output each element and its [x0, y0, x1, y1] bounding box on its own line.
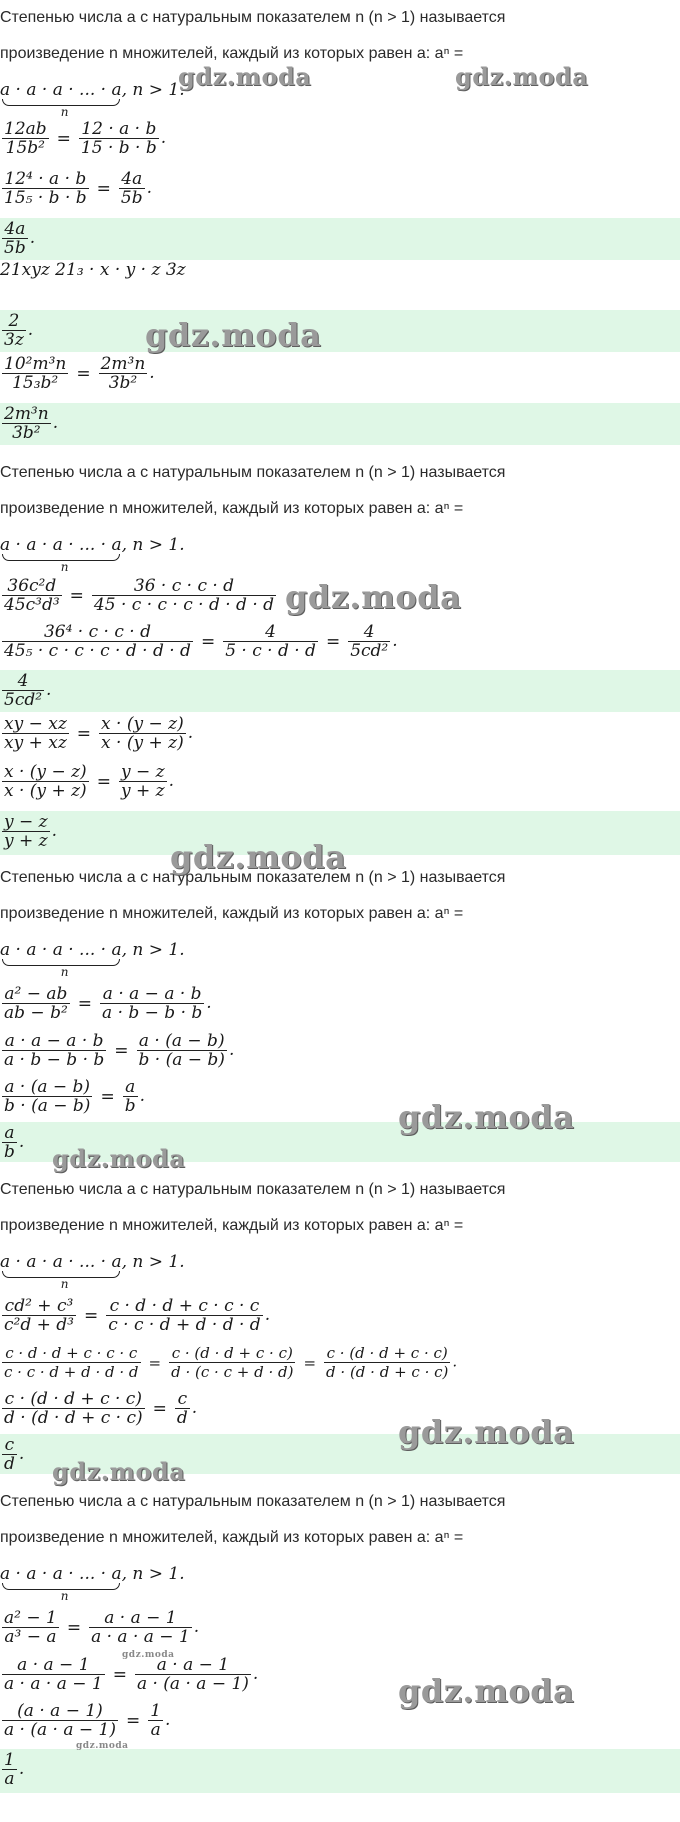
watermark: gdz.moda [398, 1672, 575, 1710]
definition-product: a · a · a · ... · a n , n > 1. [0, 80, 185, 119]
product-brace: a · a · a · ... · a n [0, 80, 122, 119]
watermark: gdz.moda [398, 1098, 575, 1136]
definition-line-2: произведение n множителей, каждый из которых равен a: aⁿ = [0, 905, 464, 922]
answer-band-1: $\frac{4a}{5b}$ . [0, 218, 680, 260]
answer-band-4: $\frac{4}{\text{5cd²}}$ . [0, 670, 680, 712]
watermark: gdz.moda [170, 838, 347, 876]
solution-block-2 [0, 260, 680, 360]
product-brace: a · a · a · ... · a n [0, 1564, 122, 1603]
definition-product: a · a · a · ... · a n , n > 1. [0, 940, 185, 979]
watermark: gdz.moda [52, 1144, 186, 1173]
definition-line-1: Степенью числа a с натуральным показателем n (n > 1) называется [0, 464, 506, 481]
solution-block-7 [0, 1172, 680, 1477]
step-5-1: $\frac{xy - xz}{xy + xz}$ = $\frac{x \cdot (y - z)}{x \cdot (y + z)}$ . [4, 714, 194, 753]
product-brace: a · a · a · ... · a n [0, 1252, 122, 1291]
solution-block-6 [0, 860, 680, 1165]
definition-line-1: Степенью числа a с натуральным показателем n (n > 1) называется [0, 869, 506, 886]
answer-band-8: $\frac{1}{a}$ . [0, 1749, 680, 1793]
watermark: gdz.moda [122, 1650, 175, 1660]
definition-line-2: произведение n множителей, каждый из которых равен a: aⁿ = [0, 45, 464, 62]
step-3-1: $\frac{\text{10²m³n}}{\text{15₃b²}}$ = $\frac{\text{2m³n}}{\text{3b²}}$ . [4, 354, 155, 393]
solution-block-8 [0, 1484, 680, 1814]
solution-block-1 [0, 0, 680, 270]
step-7-1: $\frac{\text{cd² + c³}}{\text{c²d + d³}}$ = $\frac{c \cdot d \cdot d + c \cdot c \cdot c}{c \cdot c \cdot d + d \cdot d \cdot d}$ . [4, 1296, 271, 1335]
answer-band-7: $\frac{c}{d}$ . [0, 1434, 680, 1474]
step-4-1: $\frac{\text{36c²d}}{\text{45c³d³}}$ = $\frac{36 \cdot c \cdot c \cdot d}{45 \cdot c \cdot c \cdot c \cdot d \cdot d \cdot d}$ [4, 576, 275, 615]
product-brace: a · a · a · ... · a n [0, 940, 122, 979]
definition-product: a · a · a · ... · a n , n > 1. [0, 1252, 185, 1291]
definition-line-2: произведение n множителей, каждый из которых равен a: aⁿ = [0, 500, 464, 517]
watermark: gdz.moda [398, 1413, 575, 1451]
watermark: gdz.moda [145, 316, 322, 354]
step-7-2: $\frac{c \cdot d \cdot d + c \cdot c \cdot c}{c \cdot c \cdot d + d \cdot d \cdot d}$ = $\frac{c \cdot (d \cdot d + c \cdot c)}{d \cdot (c \cdot c + d \cdot d)}$ = $\frac{c \cdot (d \cdot d + c \cdot c)}{d \cdot (d \cdot d + c \cdot c)}$ . [4, 1344, 458, 1381]
step-6-2: $\frac{a \cdot a - a \cdot b}{a \cdot b - b \cdot b}$ = $\frac{a \cdot (a - b)}{b \cdot (a - b)}$ . [4, 1031, 235, 1070]
step-1-2: $\frac{\text{12⁴ · a · b}}{\text{15₅ · b · b}}$ = $\frac{4a}{5b}$ . [4, 169, 152, 208]
definition-line-1: Степенью числа a с натуральным показателем n (n > 1) называется [0, 9, 506, 26]
definition-line-1: Степенью числа a с натуральным показателем n (n > 1) называется [0, 1181, 506, 1198]
step-7-3: $\frac{c \cdot (d \cdot d + c \cdot c)}{d \cdot (d \cdot d + c \cdot c)}$ = $\frac{c}{d}$ . [4, 1389, 198, 1428]
answer-band-5: $\frac{y - z}{y + z}$ . [0, 811, 680, 855]
step-5-2: $\frac{x \cdot (y - z)}{x \cdot (y + z)}$ = $\frac{y - z}{y + z}$ . [4, 762, 174, 801]
answer-band-2: $\frac{2}{3z}$ . [0, 310, 680, 352]
step-6-1: $\frac{\text{a² − ab}}{\text{ab − b²}}$ = $\frac{a \cdot a - a \cdot b}{a \cdot b - b \cdot b}$ . [4, 984, 212, 1023]
step-1-1: $\frac{12ab}{\text{15b²}}$ = $\frac{12 \cdot a \cdot b}{15 \cdot b \cdot b}$ . [4, 119, 167, 158]
watermark: gdz.moda [285, 578, 462, 616]
step-8-1: $\frac{\text{a² − 1}}{\text{a³ − a}}$ = $\frac{a \cdot a - 1}{a \cdot a \cdot a - 1}$ . [4, 1608, 200, 1647]
step-8-2: $\frac{a \cdot a - 1}{a \cdot a \cdot a - 1}$ = $\frac{a \cdot a - 1}{a \cdot (a \cdot a - 1)}$ . [4, 1655, 259, 1694]
product-brace: a · a · a · ... · a n [0, 535, 122, 574]
watermark: gdz.moda [76, 1741, 129, 1751]
definition-product: a · a · a · ... · a n , n > 1. [0, 1564, 185, 1603]
answer-band-6: $\frac{a}{b}$ . [0, 1122, 680, 1162]
watermark: gdz.moda [178, 62, 312, 91]
step-2-1: 21xyz 21₃ · x · y · z 3z [0, 260, 186, 280]
step-4-2: $\frac{\text{36⁴ · c · c · d}}{\text{45₅ · c · c · c · d · d · d}}$ = $\frac{4}{5 \cdot c \cdot d \cdot d}$ = $\frac{4}{\text{5cd²}}$ . [4, 622, 398, 661]
watermark: gdz.moda [52, 1457, 186, 1486]
definition-product: a · a · a · ... · a n , n > 1. [0, 535, 185, 574]
step-6-3: $\frac{a \cdot (a - b)}{b \cdot (a - b)}$ = $\frac{a}{b}$ . [4, 1077, 145, 1116]
step-8-3: $\frac{(a \cdot a - 1)}{a \cdot (a \cdot a - 1)}$ = $\frac{1}{a}$ . [4, 1701, 171, 1740]
definition-line-1: Степенью числа a с натуральным показателем n (n > 1) называется [0, 1493, 506, 1510]
answer-band-3: $\frac{\text{2m³n}}{\text{3b²}}$ . [0, 403, 680, 445]
solution-block-3 [0, 355, 680, 455]
definition-line-2: произведение n множителей, каждый из которых равен a: aⁿ = [0, 1529, 464, 1546]
definition-line-2: произведение n множителей, каждый из которых равен a: aⁿ = [0, 1217, 464, 1234]
watermark: gdz.moda [455, 62, 589, 91]
